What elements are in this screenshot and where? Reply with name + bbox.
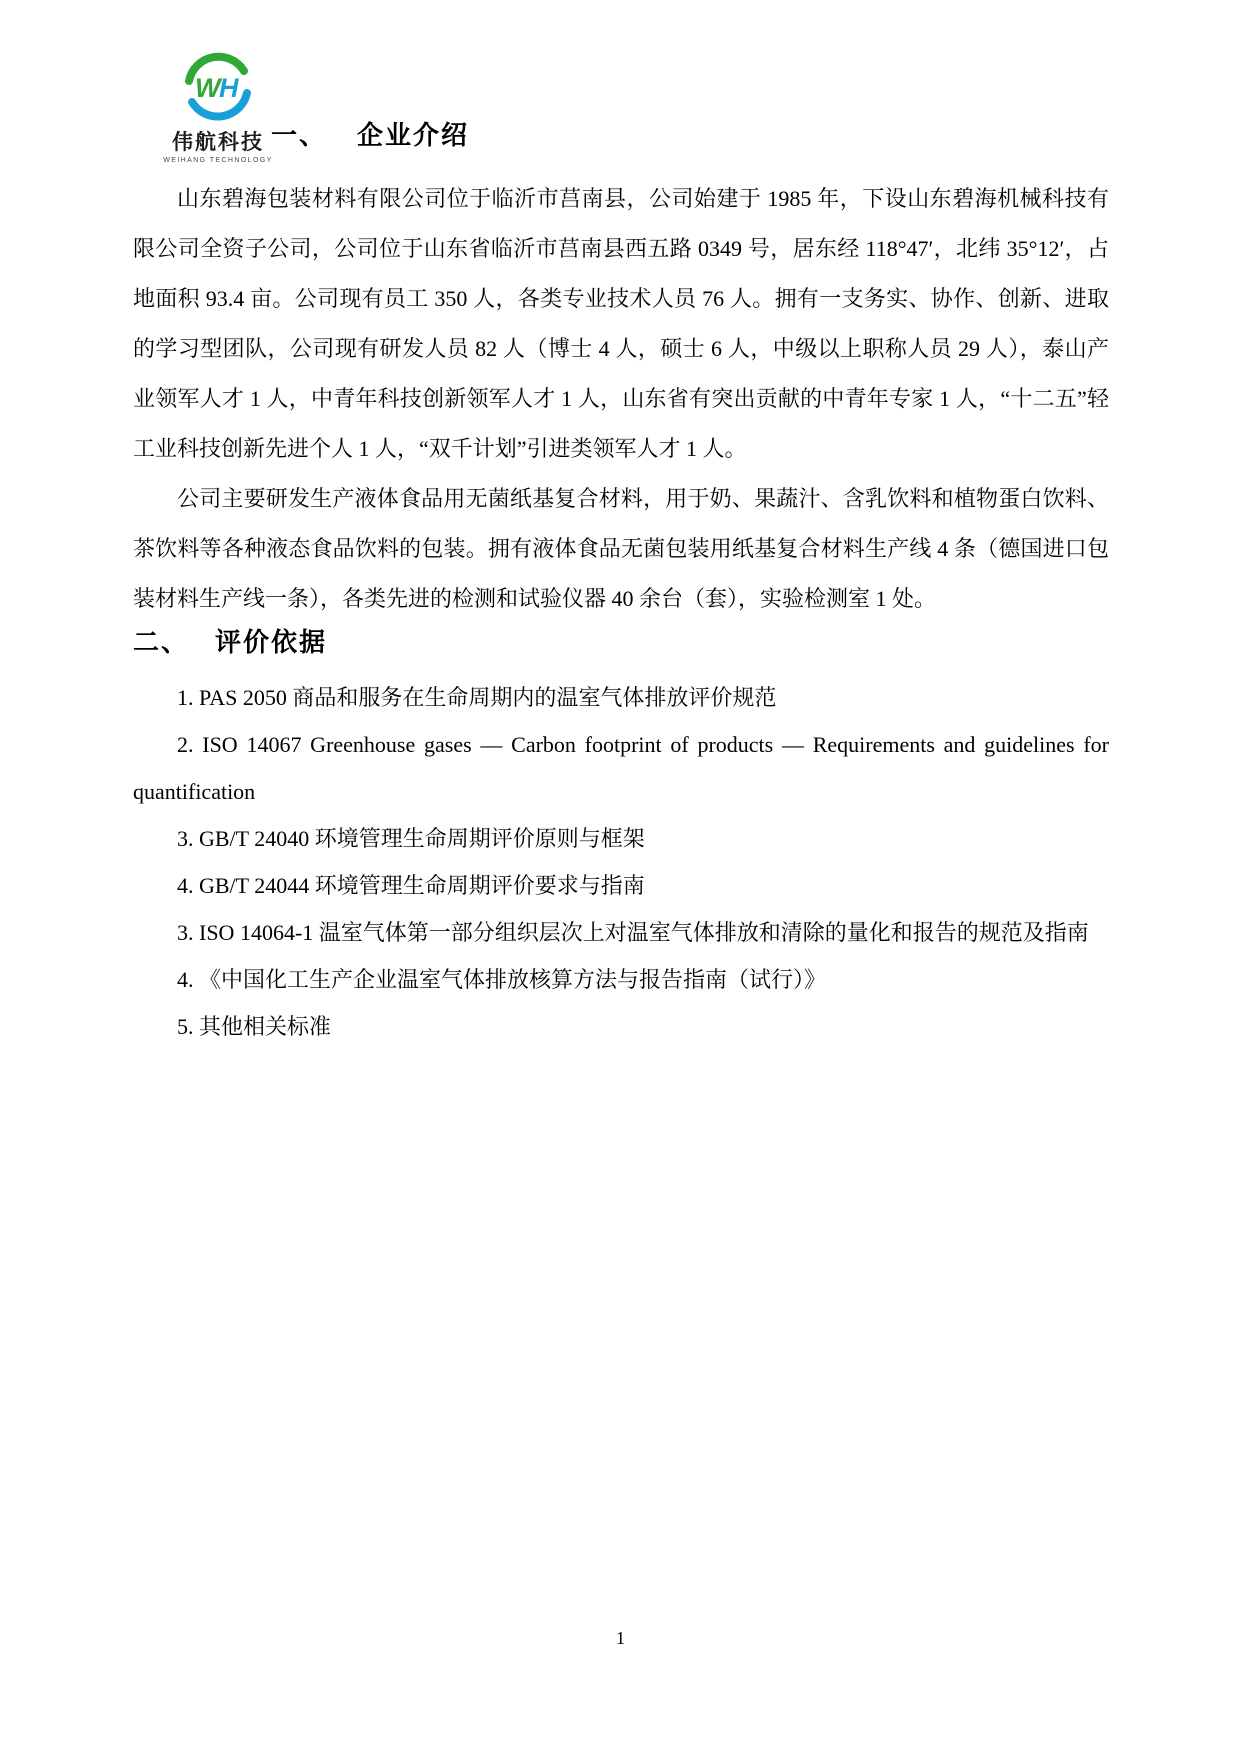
- logo-letter-w: W: [195, 73, 221, 103]
- evaluation-basis-item: 4. 《中国化工生产企业温室气体排放核算方法与报告指南（试行）》: [177, 967, 827, 992]
- evaluation-basis-item: 3. GB/T 24040 环境管理生命周期评价原则与框架: [177, 826, 645, 851]
- company-intro-paragraph-1: 山东碧海包装材料有限公司位于临沂市莒南县，公司始建于 1985 年，下设山东碧海机械科技有限公司全资子公司，公司位于山东省临沂市莒南县西五路 0349 号，居东经 118°47′，北纬 35°12′，占地面积 93.4 亩。公司现有员工 350 人，各类专业技术人员 76 人。拥有一支务实、协作、创新、进取的学习型团队，公司现有研发人员 82 人（博士 4 人，硕士 6 人，中级以上职称人员 29 人），泰山产业领军人才 1 人，中青年科技创新领军人才 1 人，山东省有突出贡献的中青年专家 1 人，“十二五”轻工业科技创新先进个人 1 人，“双千计划”引进类领军人才 1 人。: [133, 186, 1109, 461]
- evaluation-basis-item: 4. GB/T 24044 环境管理生命周期评价要求与指南: [177, 873, 645, 898]
- section-2-number: 二、: [133, 628, 190, 657]
- evaluation-basis-item: 3. ISO 14064-1 温室气体第一部分组织层次上对温室气体排放和清除的量化和报告的规范及指南: [177, 920, 1089, 945]
- evaluation-basis-item: 1. PAS 2050 商品和服务在生命周期内的温室气体排放评价规范: [177, 685, 777, 710]
- logo-company-name: 伟航科技: [172, 131, 264, 154]
- evaluation-basis-item: 2. ISO 14067 Greenhouse gases — Carbon footprint of products — Requirements and guidelines for quantification: [133, 732, 1109, 804]
- logo-company-name-en: WEIHANG TECHNOLOGY: [163, 157, 273, 164]
- section-1-heading: [271, 118, 1109, 154]
- section-2-heading: [133, 624, 1109, 662]
- logo-letter-h: H: [219, 73, 239, 103]
- section-1-number: 一、: [271, 121, 328, 150]
- company-intro-paragraph-2: 公司主要研发生产液体食品用无菌纸基复合材料，用于奶、果蔬汁、含乳饮料和植物蛋白饮料、茶饮料等各种液态食品饮料的包装。拥有液体食品无菌包装用纸基复合材料生产线 4 条（德国进口包装材料生产线一条），各类先进的检测和试验仪器 40 余台（套），实验检测室 1 处。: [133, 486, 1109, 611]
- page-number: 1: [616, 1628, 625, 1648]
- section-2-title: 评价依据: [215, 628, 328, 657]
- document-body: [133, 0, 1109, 1050]
- section-1-title: 企业介绍: [357, 121, 470, 150]
- evaluation-basis-item: 5. 其他相关标准: [177, 1014, 332, 1039]
